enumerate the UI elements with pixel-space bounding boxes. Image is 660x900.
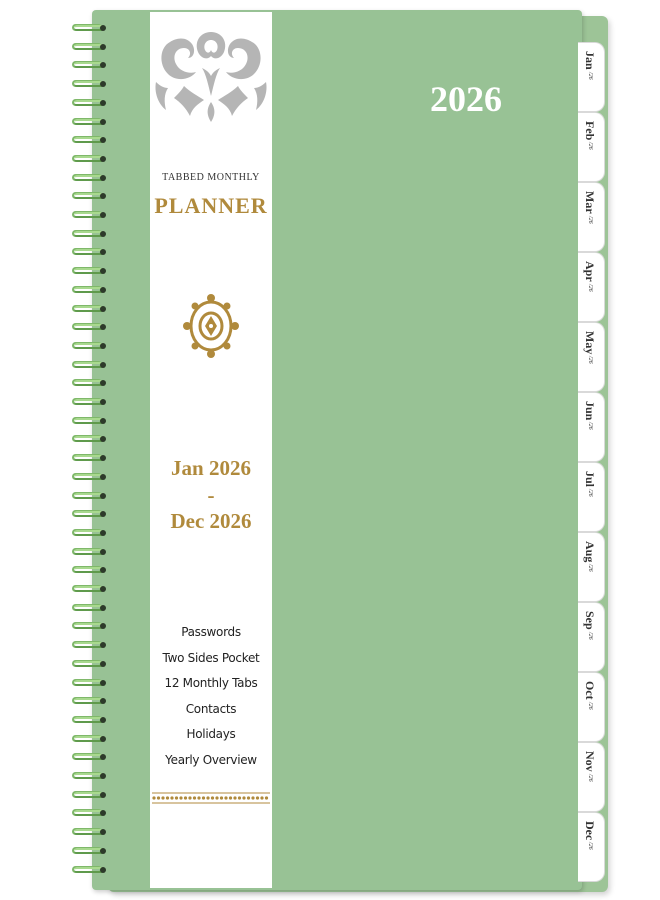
spiral-coil (68, 772, 110, 780)
date-range-separator: - (207, 483, 215, 507)
spiral-coil (68, 529, 110, 537)
tab-label (582, 471, 597, 497)
bead-border-ornament (150, 790, 272, 806)
spiral-coil (68, 192, 110, 200)
spiral-coil (68, 342, 110, 350)
spiral-coil (68, 80, 110, 88)
tab-aug[interactable] (578, 532, 605, 602)
spiral-coil (68, 136, 110, 144)
tab-feb[interactable] (578, 112, 605, 182)
spiral-coil (68, 641, 110, 649)
spiral-coil (68, 174, 110, 182)
spiral-coil (68, 155, 110, 163)
tab-label (582, 821, 597, 850)
spiral-coil (68, 43, 110, 51)
spiral-coil (68, 753, 110, 761)
tab-month: Aug (583, 541, 597, 563)
spiral-coil (68, 24, 110, 32)
tab-year: /26 (587, 283, 593, 292)
tab-month: Apr (583, 261, 597, 282)
tab-label (582, 51, 597, 79)
spiral-coil (68, 99, 110, 107)
spiral-coil (68, 454, 110, 462)
tab-month: Oct (583, 681, 597, 700)
spiral-coil (68, 566, 110, 574)
tab-year: /26 (587, 356, 593, 364)
tab-year: /26 (587, 71, 593, 80)
tab-label (582, 121, 597, 150)
tab-year: /26 (587, 489, 593, 497)
tab-oct[interactable] (578, 672, 605, 742)
tab-label (582, 611, 597, 639)
feature-item: Contacts (185, 701, 237, 716)
month-tabs (578, 42, 608, 880)
tab-year: /26 (587, 701, 593, 710)
tab-jul[interactable] (578, 462, 605, 532)
planner-title: PLANNER (154, 193, 268, 218)
cover-year: 2026 (430, 79, 502, 119)
tab-month: Dec (583, 821, 597, 841)
date-range-start: Jan 2026 (171, 456, 251, 480)
spiral-coil (68, 660, 110, 668)
spiral-coil (68, 435, 110, 443)
spiral-coil (68, 417, 110, 425)
tab-year: /26 (587, 631, 593, 640)
tab-month: Nov (583, 751, 597, 772)
tab-year: /26 (587, 773, 593, 782)
date-range-end: Dec 2026 (170, 509, 252, 533)
tab-dec[interactable] (578, 812, 605, 882)
spiral-coil (68, 211, 110, 219)
spiral-coil (68, 735, 110, 743)
spiral-coil (68, 809, 110, 817)
tab-nov[interactable] (578, 742, 605, 812)
tab-mar[interactable] (578, 182, 605, 252)
spiral-coil (68, 230, 110, 238)
tab-sep[interactable] (578, 602, 605, 672)
spiral-coil (68, 604, 110, 612)
medallion-icon (181, 292, 241, 360)
tab-may[interactable] (578, 322, 605, 392)
tab-year: /26 (587, 842, 593, 850)
spiral-coil (68, 379, 110, 387)
tab-label (582, 331, 597, 364)
feature-item: Two Sides Pocket (162, 650, 260, 665)
tab-label (582, 401, 597, 430)
tab-year: /26 (587, 215, 593, 224)
spiral-binding-icon (68, 24, 112, 890)
tab-label (582, 191, 597, 223)
tab-label (582, 751, 597, 781)
spiral-coil (68, 361, 110, 369)
spiral-coil (68, 398, 110, 406)
tab-year: /26 (587, 142, 593, 151)
tab-label (582, 261, 597, 291)
tab-apr[interactable] (578, 252, 605, 322)
spiral-coil (68, 61, 110, 69)
tab-year: /26 (587, 422, 593, 431)
spiral-coil (68, 492, 110, 500)
spiral-coil (68, 118, 110, 126)
tab-month: Jul (583, 471, 597, 488)
spiral-coil (68, 716, 110, 724)
tab-month: Jan (583, 51, 597, 70)
feature-item: Passwords (181, 625, 241, 639)
tab-month: May (583, 331, 597, 355)
tab-month: Sep (583, 611, 597, 630)
feature-list (150, 620, 272, 773)
damask-ornament-icon (150, 12, 272, 124)
tab-jan[interactable] (578, 42, 605, 112)
tab-month: Feb (583, 121, 597, 141)
tab-jun[interactable] (578, 392, 605, 462)
spiral-coil (68, 510, 110, 518)
planner-subtitle: TABBED MONTHLY (162, 172, 260, 183)
spiral-coil (68, 473, 110, 481)
spiral-coil (68, 697, 110, 705)
tab-month: Jun (583, 401, 597, 421)
spiral-coil (68, 679, 110, 687)
tab-month: Mar (583, 191, 597, 214)
spiral-coil (68, 267, 110, 275)
spiral-coil (68, 847, 110, 855)
spiral-coil (68, 622, 110, 630)
spiral-coil (68, 248, 110, 256)
tab-label (582, 681, 597, 709)
spiral-coil (68, 791, 110, 799)
spiral-coil (68, 286, 110, 294)
spiral-coil (68, 305, 110, 313)
tab-year: /26 (587, 564, 593, 573)
spiral-coil (68, 548, 110, 556)
tab-label (582, 541, 597, 572)
feature-item: Yearly Overview (165, 752, 257, 767)
feature-item: Holidays (186, 727, 236, 741)
feature-item: 12 Monthly Tabs (164, 676, 258, 690)
spiral-coil (68, 866, 110, 874)
spiral-coil (68, 323, 110, 331)
spiral-coil (68, 828, 110, 836)
spiral-coil (68, 585, 110, 593)
